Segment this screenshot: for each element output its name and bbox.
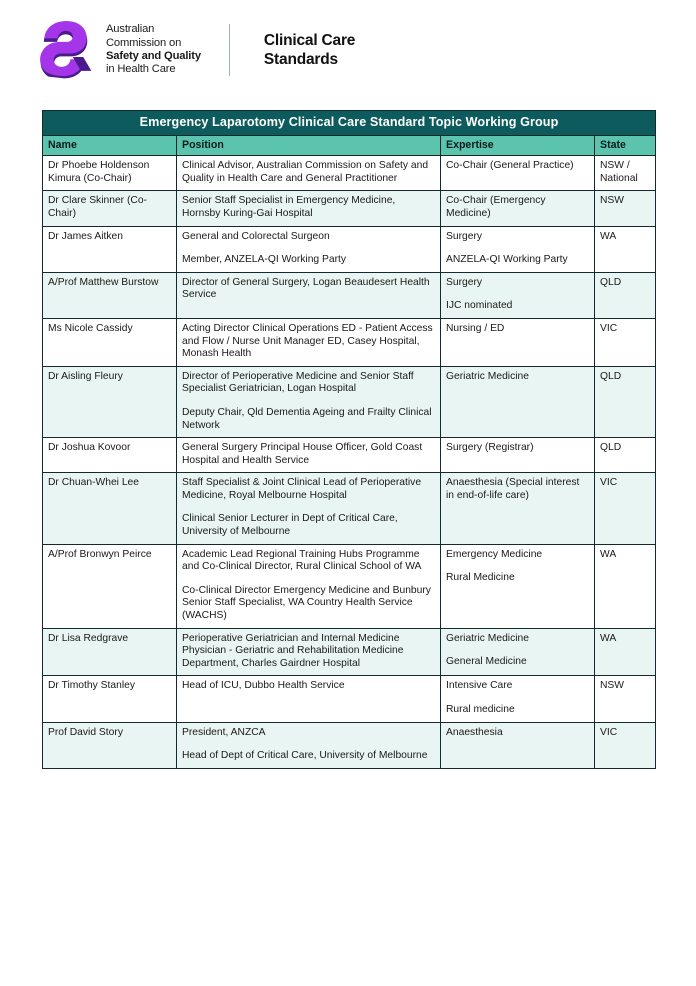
cell-state [595, 318, 656, 366]
cell-position [177, 318, 441, 366]
cell-expertise-line: Co-Chair (General Practice) [446, 160, 574, 172]
cell-position [177, 366, 441, 437]
cell-position-line: Perioperative Geriatrician and Internal Medicine Physician - Geriatric and Rehabilitation Medicine Department, Charles Gairdner Hospital [182, 632, 404, 669]
table-body [43, 111, 656, 769]
table-title: Emergency Laparotomy Clinical Care Standard Topic Working Group [43, 111, 656, 136]
cell-state [595, 628, 656, 676]
table-row [43, 191, 656, 226]
cell-expertise-line: Rural Medicine [446, 572, 515, 584]
cell-position-line: Clinical Senior Lecturer in Dept of Critical Care, University of Melbourne [182, 513, 398, 538]
cell-expertise [441, 318, 595, 366]
cell-position-line: Head of ICU, Dubbo Health Service [182, 680, 345, 692]
cell-position-line: Senior Staff Specialist in Emergency Medicine, Hornsby Kuring-Gai Hospital [182, 195, 396, 219]
cell-state-line: QLD [600, 370, 622, 382]
cell-name-line: A/Prof Matthew Burstow [48, 276, 159, 288]
page-title-line-2: Standards [263, 51, 338, 68]
cell-expertise-line: Surgery [446, 276, 483, 288]
cell-position [177, 544, 441, 628]
cell-state [595, 226, 656, 272]
cell-position-line: Acting Director Clinical Operations ED - Patient Access and Flow / Nurse Unit Manager ED, Casey Hospital, Monash Health [182, 322, 433, 360]
cell-state-line: WA [600, 632, 617, 644]
cell-expertise [441, 544, 595, 628]
cell-state [595, 272, 656, 318]
cell-name-line: Dr Phoebe Holdenson Kimura (Co-Chair) [48, 160, 150, 184]
cell-name [43, 676, 177, 722]
cell-expertise [441, 628, 595, 676]
table-row [43, 318, 656, 366]
cell-position-line: General Surgery Principal House Officer, Gold Coast Hospital and Health Service [182, 442, 423, 466]
cell-name-line: Dr Timothy Stanley [48, 680, 135, 692]
page-masthead [0, 0, 696, 100]
cell-name-line: Dr Joshua Kovoor [48, 442, 131, 454]
cell-expertise [441, 366, 595, 437]
cell-name [43, 156, 177, 191]
acsqhc-logo [38, 21, 201, 79]
cell-name [43, 191, 177, 226]
table-row [43, 272, 656, 318]
cell-name [43, 473, 177, 544]
cell-position [177, 191, 441, 226]
cell-expertise [441, 438, 595, 473]
cell-name-line: Dr James Aitken [48, 230, 123, 242]
cell-position-line: Director of Perioperative Medicine and Senior Staff Specialist Geriatrician, Logan Hospital [182, 370, 414, 395]
cell-expertise-line: Emergency Medicine [446, 548, 543, 560]
page-title-line-1: Clinical Care [263, 32, 356, 49]
cell-name-line: Dr Chuan-Whei Lee [48, 477, 139, 489]
cell-expertise [441, 156, 595, 191]
cell-name [43, 438, 177, 473]
cell-state [595, 722, 656, 768]
cell-name [43, 544, 177, 628]
cell-position [177, 226, 441, 272]
cell-position [177, 438, 441, 473]
table-row [43, 722, 656, 768]
cell-position-line: Staff Specialist & Joint Clinical Lead of Perioperative Medicine, Royal Melbourne Hospital [182, 477, 422, 501]
cell-expertise [441, 676, 595, 722]
cell-name-line: Dr Aisling Fleury [48, 370, 123, 382]
table-row [43, 473, 656, 544]
cell-state-line: QLD [600, 442, 622, 454]
table-row [43, 438, 656, 473]
cell-position [177, 722, 441, 768]
cell-position-line: Head of Dept of Critical Care, University of Melbourne [182, 750, 428, 762]
cell-state-line: QLD [600, 276, 622, 288]
cell-expertise [441, 226, 595, 272]
column-header-state: State [595, 135, 656, 156]
org-line-1: Australian [106, 23, 155, 36]
cell-state [595, 544, 656, 628]
cell-position-line: Deputy Chair, Qld Dementia Ageing and Frailty Clinical Network [182, 406, 432, 431]
cell-state-line: WA [600, 230, 617, 242]
cell-expertise-line: Surgery (Registrar) [446, 442, 534, 454]
cell-position-line: Academic Lead Regional Training Hubs Programme and Co-Clinical Director, Rural Clinical School of WA [182, 548, 422, 573]
table-header-row [43, 135, 656, 156]
cell-position [177, 156, 441, 191]
cell-expertise-line: Geriatric Medicine [446, 632, 529, 644]
table-title-row [43, 111, 656, 136]
working-group-table-container [42, 110, 655, 769]
cell-name-line: Dr Clare Skinner (Co-Chair) [48, 195, 147, 219]
cell-position-line: President, ANZCA [182, 726, 266, 738]
column-header-name: Name [43, 135, 177, 156]
cell-expertise-line: Geriatric Medicine [446, 370, 529, 382]
cell-state [595, 438, 656, 473]
masthead-divider [229, 24, 230, 76]
column-header-position: Position [177, 135, 441, 156]
cell-state [595, 473, 656, 544]
cell-position-line: Director of General Surgery, Logan Beaudesert Health Service [182, 276, 430, 301]
cell-position-line: Clinical Advisor, Australian Commission on Safety and Quality in Health Care and General Practitioner [182, 160, 429, 184]
working-group-table [42, 110, 656, 769]
cell-expertise-line: Anaesthesia (Special interest in end-of-life care) [446, 477, 580, 501]
organisation-name [106, 23, 201, 77]
cell-position [177, 676, 441, 722]
cell-state-line: VIC [600, 477, 618, 489]
cell-position-line: Member, ANZELA-QI Working Party [182, 254, 347, 266]
cell-name [43, 366, 177, 437]
cell-name-line: Dr Lisa Redgrave [48, 632, 129, 644]
org-line-4: in Health Care [106, 63, 176, 76]
cell-state [595, 191, 656, 226]
cell-state [595, 156, 656, 191]
cell-expertise-line: Nursing / ED [446, 322, 505, 334]
cell-position-line: Co-Clinical Director Emergency Medicine and Bunbury Senior Staff Specialist, WA Country Health Service (WACHS) [182, 584, 431, 622]
acsqhc-sq-logo-icon [38, 21, 96, 79]
cell-name [43, 318, 177, 366]
cell-name [43, 272, 177, 318]
table-row [43, 628, 656, 676]
table-row [43, 226, 656, 272]
cell-state-line: WA [600, 548, 617, 560]
cell-expertise-line: IJC nominated [446, 300, 513, 312]
org-line-2: Commission on [106, 36, 182, 49]
cell-name-line: Prof David Story [48, 726, 123, 738]
cell-name [43, 722, 177, 768]
cell-state-line: NSW [600, 195, 625, 207]
cell-name [43, 226, 177, 272]
cell-name-line: Ms Nicole Cassidy [48, 322, 133, 334]
cell-state-line: NSW / National [600, 160, 638, 184]
cell-expertise-line: Surgery [446, 230, 483, 242]
cell-state [595, 366, 656, 437]
cell-expertise-line: Intensive Care [446, 680, 513, 692]
table-row [43, 544, 656, 628]
page-title [264, 31, 355, 69]
cell-position [177, 473, 441, 544]
cell-expertise [441, 272, 595, 318]
cell-expertise [441, 722, 595, 768]
cell-expertise [441, 473, 595, 544]
cell-expertise-line: Rural medicine [446, 704, 515, 715]
column-header-expertise: Expertise [441, 135, 595, 156]
cell-position [177, 272, 441, 318]
cell-state-line: NSW [600, 680, 625, 692]
cell-expertise [441, 191, 595, 226]
table-row [43, 676, 656, 722]
table-row [43, 366, 656, 437]
cell-state [595, 676, 656, 722]
cell-position-line: General and Colorectal Surgeon [182, 230, 330, 242]
cell-name [43, 628, 177, 676]
cell-position [177, 628, 441, 676]
cell-expertise-line: Anaesthesia [446, 726, 503, 738]
cell-expertise-line: ANZELA-QI Working Party [446, 254, 568, 266]
table-row [43, 156, 656, 191]
cell-state-line: VIC [600, 726, 618, 738]
cell-name-line: A/Prof Bronwyn Peirce [48, 548, 152, 560]
cell-expertise-line: Co-Chair (Emergency Medicine) [446, 195, 546, 219]
cell-state-line: VIC [600, 322, 618, 334]
cell-expertise-line: General Medicine [446, 656, 527, 668]
org-line-3: Safety and Quality [106, 50, 201, 62]
